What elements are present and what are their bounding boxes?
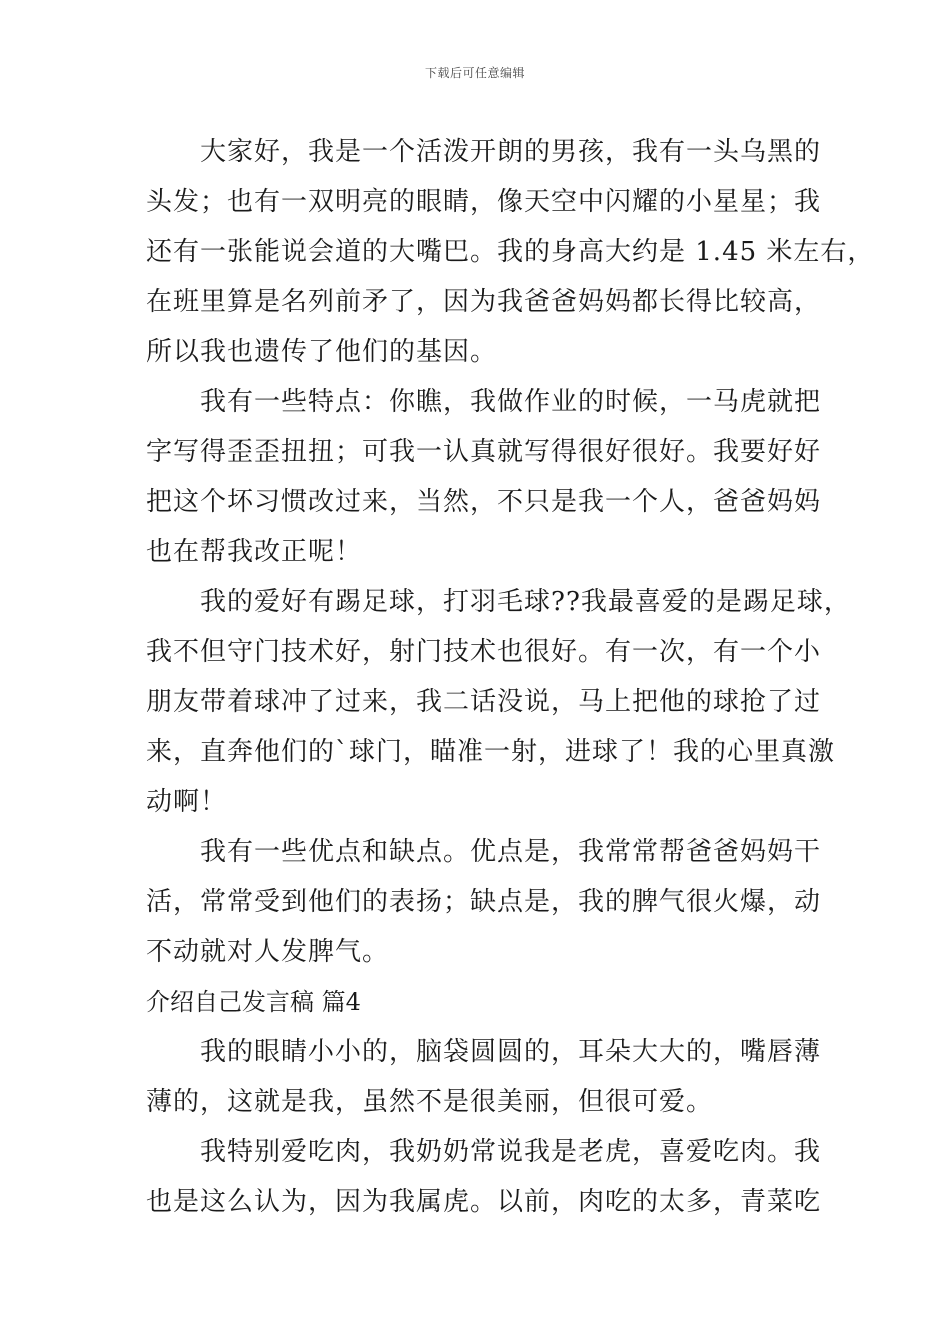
- text-line: 我有一些特点：你瞧，我做作业的时候，一马虎就把: [200, 387, 822, 417]
- text-line: 我不但守门技术好，射门技术也很好。有一次，有一个小: [146, 637, 822, 667]
- header-note: 下载后可任意编辑: [424, 66, 525, 80]
- text-line: 动啊！: [146, 787, 228, 817]
- text-line: 在班里算是名列前矛了，因为我爸爸妈妈都长得比较高，: [146, 287, 822, 317]
- text-line: 头发；也有一双明亮的眼睛，像天空中闪耀的小星星；我: [146, 187, 822, 217]
- text-line: 也是这么认为，因为我属虎。以前，肉吃的太多，青菜吃: [146, 1187, 822, 1217]
- paragraph-food: [146, 1127, 836, 1227]
- text-line: 我特别爱吃肉，我奶奶常说我是老虎，喜爱吃肉。我: [200, 1137, 822, 1167]
- paragraph-traits: [146, 377, 836, 577]
- paragraph-pros-cons: [146, 827, 836, 977]
- text-line: 朋友带着球冲了过来，我二话没说，马上把他的球抢了过: [146, 687, 822, 717]
- text-line: 大家好，我是一个活泼开朗的男孩，我有一头乌黑的: [200, 137, 822, 167]
- paragraph-hobbies: [146, 577, 851, 827]
- text-line: 不动就对人发脾气。: [146, 937, 390, 967]
- text-line: 来，直奔他们的`球门，瞄准一射，进球了！我的心里真激: [146, 737, 836, 767]
- text-line: 我的眼睛小小的，脑袋圆圆的，耳朵大大的，嘴唇薄: [200, 1037, 822, 1067]
- text-line: 薄的，这就是我，虽然不是很美丽，但很可爱。: [146, 1087, 714, 1117]
- text-line: 还有一张能说会道的大嘴巴。我的身高大约是 1.45 米左右，: [146, 237, 875, 267]
- text-line: 我的爱好有踢足球，打羽毛球??我最喜爱的是踢足球，: [200, 587, 851, 617]
- text-line: 活，常常受到他们的表扬；缺点是，我的脾气很火爆，动: [146, 887, 822, 917]
- text-line: 所以我也遗传了他们的基因。: [146, 337, 498, 367]
- text-line: 也在帮我改正呢！: [146, 537, 363, 567]
- text-line: 我有一些优点和缺点。优点是，我常常帮爸爸妈妈干: [200, 837, 822, 867]
- paragraph-intro: [146, 127, 875, 377]
- text-line: 把这个坏习惯改过来，当然，不只是我一个人，爸爸妈妈: [146, 487, 822, 517]
- paragraph-appearance: [146, 1027, 836, 1127]
- text-line: 字写得歪歪扭扭；可我一认真就写得很好很好。我要好好: [146, 437, 822, 467]
- section-heading: 介绍自己发言稿 篇4: [146, 988, 361, 1016]
- document-body: [146, 127, 875, 1227]
